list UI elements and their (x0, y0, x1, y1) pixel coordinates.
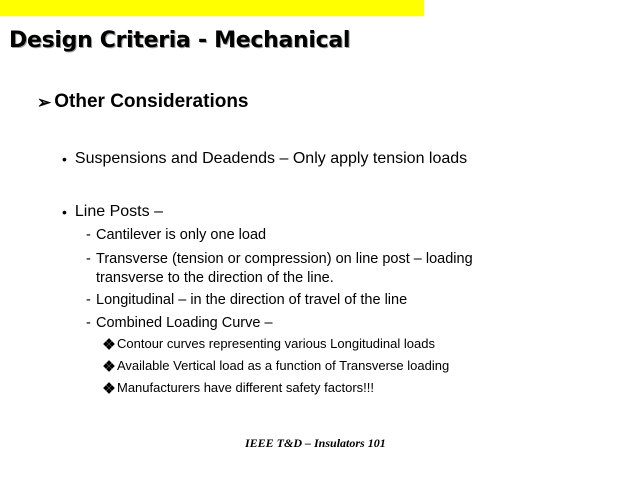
four-diamond-icon (104, 339, 114, 349)
sub-item (86, 250, 536, 288)
dash-icon: - (86, 292, 91, 308)
dash-icon: - (86, 227, 91, 243)
four-diamond-icon (104, 383, 114, 393)
diamond-item (104, 336, 435, 351)
arrowhead-icon: ➢ (37, 92, 52, 112)
bullet-dot-icon: • (62, 151, 67, 167)
sub-item (86, 314, 536, 333)
diamond-item-text: Available Vertical load as a function of Transverse loading (117, 358, 450, 373)
slide-title: Design Criteria - Mechanical (9, 28, 351, 53)
diamond-item-text: Contour curves representing various Longitudinal loads (117, 336, 435, 351)
bullet-item (62, 150, 467, 169)
four-diamond-icon (104, 361, 114, 371)
diamond-item (104, 358, 449, 373)
section-heading-text: Other Considerations (54, 91, 249, 112)
sub-item (86, 226, 536, 245)
diamond-item (104, 380, 374, 395)
dash-icon: - (86, 251, 91, 267)
sub-item (86, 291, 536, 310)
diamond-item-text: Manufacturers have different safety factors!!! (117, 380, 374, 395)
bullet-item (62, 203, 163, 222)
slide-footer: IEEE T&D – Insulators 101 (245, 436, 386, 450)
bullet-dot-icon: • (62, 204, 67, 220)
dash-icon: - (86, 315, 91, 331)
sub-item-text: Cantilever is only one load (96, 227, 267, 243)
bullet-text: Line Posts – (74, 203, 163, 220)
sub-item-text: Longitudinal – in the direction of travel of the line (96, 292, 408, 308)
sub-item-text: Transverse (tension or compression) on line post – loading transverse to the direction of the line. (96, 251, 473, 286)
top-accent-bar (0, 0, 424, 16)
section-heading (37, 91, 249, 113)
bullet-text: Suspensions and Deadends – Only apply tension loads (74, 150, 468, 167)
sub-item-text: Combined Loading Curve – (96, 315, 273, 331)
